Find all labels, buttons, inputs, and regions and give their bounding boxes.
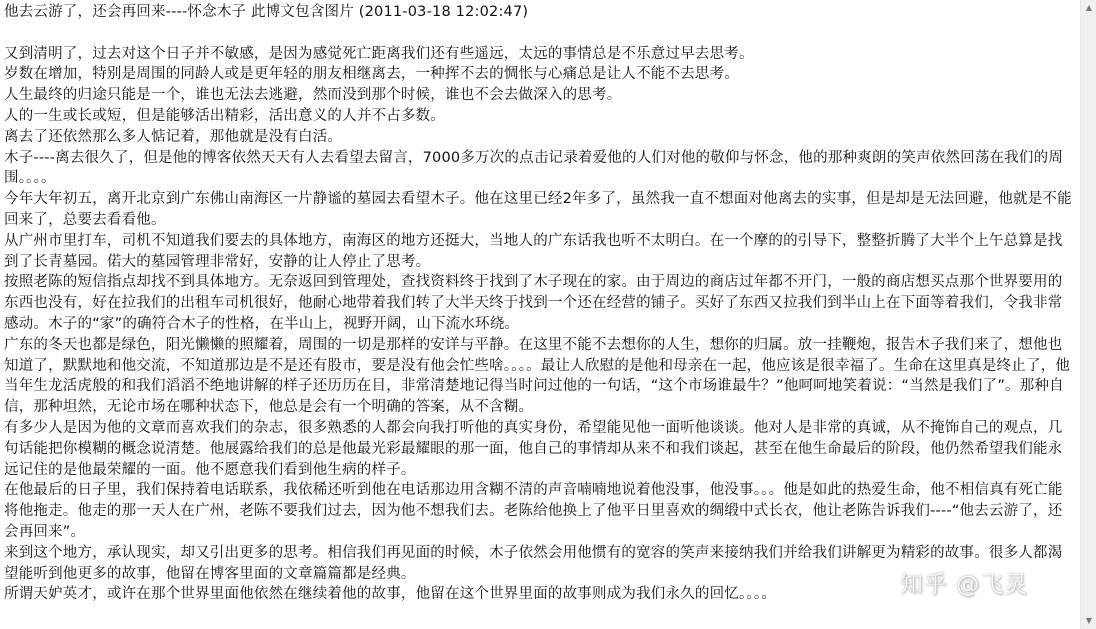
paragraph-9: 按照老陈的短信指点却找不到具体地方。无奈返回到管理处，查找资料终于找到了木子现在的家。由于周边的商店过年都不开门，一般的商店想买点那个世界要用的东西也没有，好在拉我们的出租车司机很好，他耐心地带着我们转了大半天终于找到一个还在经营的铺子。买好了东西又拉我们到半山上在下面等着我们，令我非常感动。木子的“家”的确符合木子的性格，在半山上，视野开阔，山下流水环绕。 [4,274,1063,332]
paragraph-13: 来到这个地方，承认现实，却又引出更多的思考。相信我们再见面的时候，木子依然会用他惯有的宽容的笑声来接纳我们并给我们讲解更为精彩的故事。很多人都渴望能听到他更多的故事，他留在博客里面的文章篇篇都是经典。 [4,544,1063,582]
paragraph-4: 人的一生或长或短，但是能够活出精彩，活出意义的人并不占多数。 [4,107,445,124]
paragraph-12: 在他最后的日子里，我们保持着电话联系，我依稀还听到他在电话那边用含糊不清的声音喃喃地说着他没事，他没事。。。他是如此的热爱生命，他不相信真有死亡能将他拖走。他走的那一天人在广州，老陈不要我们过去，因为他不想我们去。老陈给他换上了他平日里喜欢的绸缎中式长衣，他让老陈告诉我们----“他去云游了，还会再回来”。 [4,482,1063,540]
blank-line [4,23,1072,44]
paragraph-1: 又到清明了，过去对这个日子并不敏感，是因为感觉死亡距离我们还有些遥远，太远的事情总是不乐意过早去思考。 [4,45,754,62]
paragraph-3: 人生最终的归途只能是一个，谁也无法去逃避，然而没到那个时候，谁也不会去做深入的思考。 [4,87,622,104]
paragraph-7: 今年大年初五，离开北京到广东佛山南海区一片静谧的墓园去看望木子。他在这里已经2年多了，虽然我一直不想面对他离去的实事，但是却是无法回避，他就是不能回来了，总要去看看他。 [4,191,1072,228]
scroll-down-arrow-icon[interactable]: ▼ [1085,616,1093,625]
paragraph-2: 岁数在增加，特别是周围的同龄人或是更年轻的朋友相继离去，一种挥不去的惆怅与心痛总是让人不能不去思考。 [4,66,739,83]
vertical-scrollbar[interactable] [1080,0,1096,629]
article-title: 他去云游了，还会再回来----怀念木子 此博文包含图片 (2011-03-18 12:02:47) [4,4,529,20]
paragraph-6: 木子----离去很久了，但是他的博客依然天天有人去看望去留言，7000多万次的点击记录着爱他的人们对他的敬仰与怀念，他的那种爽朗的笑声依然回荡在我们的周围。。。。 [4,149,1064,187]
paragraph-10: 广东的冬天也都是绿色，阳光懒懒的照耀着，周围的一切是那样的安详与平静。在这里不能不去想你的人生，想你的归属。放一挂鞭炮，报告木子我们来了，想他也知道了，默默地和他交流，不知道那边是不是还有股市，要是没有他会忙些啥。。。。最让人欣慰的是他和母亲在一起，他应该是很幸福了。生命在这里真是终止了，他当年生龙活虎般的和我们滔滔不绝地讲解的样子还历历在目，非常清楚地记得当时问过他的一句话，“这个市场谁最牛？”他呵呵地笑着说：“当然是我们了”。那种自信，那种坦然，无论市场在哪种状态下，他总是会有一个明确的答案，从不含糊。 [4,336,1071,416]
paragraph-11: 有多少人是因为他的文章而喜欢我们的杂志，很多熟悉的人都会向我打听他的真实身份，希望能见他一面听他谈谈。他对人是非常的真诚，从不掩饰自己的观点，几句话能把你模糊的概念说清楚。他展露给我们的总是他最光彩最耀眼的那一面，他自己的事情却从来不和我们谈起，甚至在他生命最后的阶段，他仍然希望我们能永远记住的是他最荣耀的一面。他不愿意我们看到他生病的样子。 [4,419,1063,478]
paragraph-5: 离去了还依然那么多人惦记着，那他就是没有白活。 [4,128,343,145]
paragraph-8: 从广州市里打车，司机不知道我们要去的具体地方，南海区的地方还挺大，当地人的广东话我也听不太明白。在一个摩的的引导下，整整折腾了大半个上午总算是找到了长青墓园。偌大的墓园管理非常好，安静的让人停止了思考。 [4,232,1063,270]
article-body [4,2,1072,605]
scroll-up-arrow-icon[interactable]: ▲ [1085,3,1093,12]
zhihu-watermark: 知乎 @飞灵 [900,572,1029,598]
paragraph-14: 所谓天妒英才，或许在那个世界里面他依然在继续着他的故事，他留在这个世界里面的故事则成为我们永久的回忆。。。。 [4,586,777,603]
